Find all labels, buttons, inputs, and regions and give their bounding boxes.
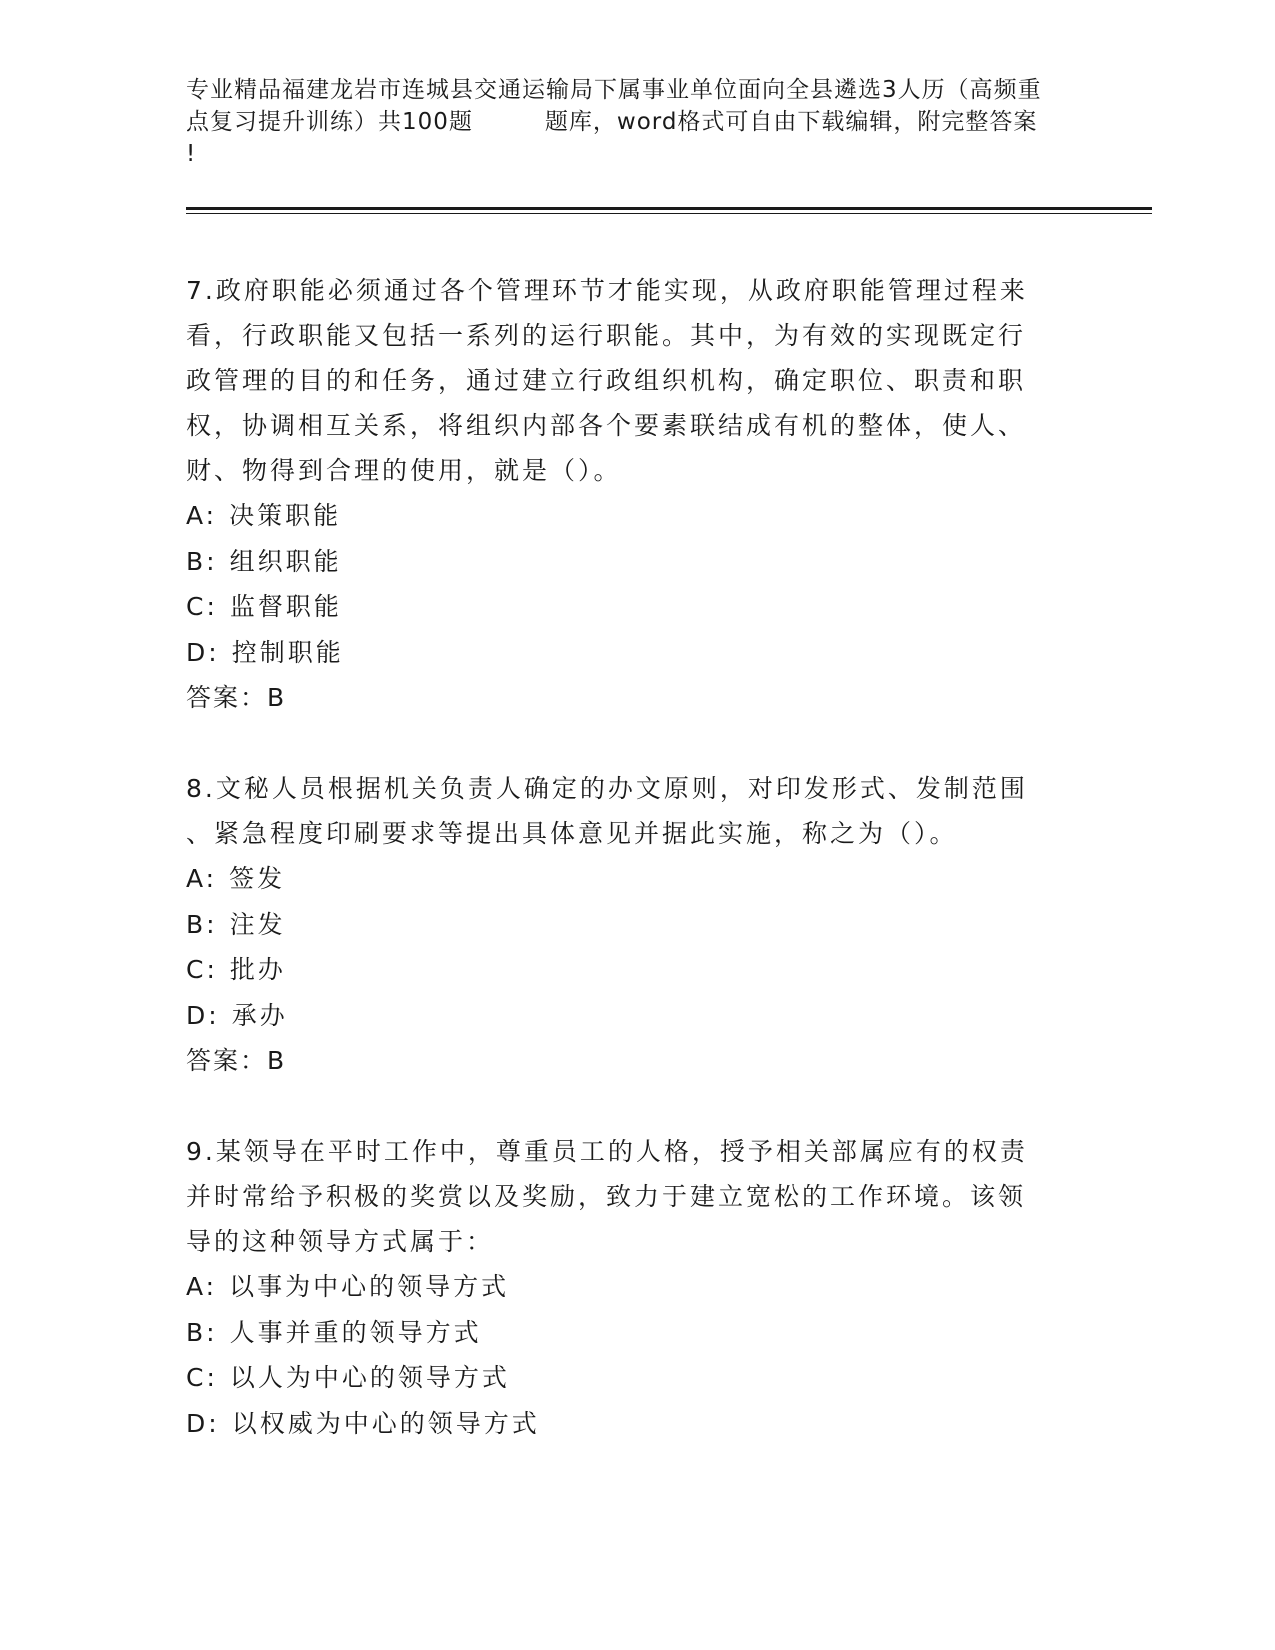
option-text: 决策职能 xyxy=(229,501,342,530)
option-text: 承办 xyxy=(231,1000,288,1030)
header-divider-thin xyxy=(186,213,1152,214)
question-list xyxy=(186,268,1086,1491)
option-a xyxy=(186,856,1086,902)
question-9 xyxy=(186,1129,1086,1446)
option-a xyxy=(186,1264,1086,1310)
option-key: B: xyxy=(186,1317,218,1347)
option-text: 人事并重的领导方式 xyxy=(229,1317,482,1347)
option-key: A: xyxy=(186,864,218,893)
question-8 xyxy=(186,766,1086,1084)
header-divider-thick xyxy=(186,207,1152,210)
option-text: 以事为中心的领导方式 xyxy=(229,1272,510,1301)
option-d xyxy=(186,993,1086,1039)
question-line: 权，协调相互关系，将组织内部各个要素联结成有机的整体，使人、 xyxy=(186,411,1027,440)
option-b xyxy=(186,539,1086,585)
question-line: 、紧急程度印刷要求等提出具体意见并据此实施，称之为（）。 xyxy=(186,819,958,848)
option-key: A: xyxy=(186,1272,218,1301)
question-text xyxy=(186,268,1086,493)
answer: 答案：B xyxy=(186,1046,287,1075)
option-c xyxy=(186,1355,1086,1401)
option-text: 以人为中心的领导方式 xyxy=(229,1363,510,1392)
option-c xyxy=(186,947,1086,993)
option-key: C: xyxy=(186,955,218,984)
option-c xyxy=(186,584,1086,630)
option-key: D: xyxy=(186,1000,220,1030)
question-7 xyxy=(186,268,1086,721)
option-key: C: xyxy=(186,1363,218,1392)
header-line: 专业精品福建龙岩市连城县交通运输局下属事业单位面向全县遴选3人历（高频重 xyxy=(186,77,1042,103)
option-b xyxy=(186,1310,1086,1356)
option-key: B: xyxy=(186,546,218,576)
option-key: B: xyxy=(186,909,218,939)
question-line: 8.文秘人员根据机关负责人确定的办文原则，对印发形式、发制范围 xyxy=(186,774,1028,803)
question-text xyxy=(186,766,1086,856)
header-line: 点复习提升训练）共100题 题库，word格式可自由下载编辑，附完整答案 xyxy=(186,109,1038,135)
question-line: 导的这种领导方式属于： xyxy=(186,1227,495,1256)
question-line: 财、物得到合理的使用，就是（）。 xyxy=(186,456,622,485)
option-text: 以权威为中心的领导方式 xyxy=(231,1408,540,1438)
answer: 答案：B xyxy=(186,683,287,712)
option-text: 组织职能 xyxy=(229,546,342,576)
option-key: A: xyxy=(186,501,218,530)
option-d xyxy=(186,1401,1086,1447)
document-header xyxy=(186,74,1086,170)
question-line: 政管理的目的和任务，通过建立行政组织机构，确定职位、职责和职 xyxy=(186,366,1027,395)
option-text: 注发 xyxy=(229,909,286,939)
option-text: 控制职能 xyxy=(231,637,344,667)
option-key: C: xyxy=(186,592,218,621)
question-line: 9.某领导在平时工作中，尊重员工的人格，授予相关部属应有的权责 xyxy=(186,1137,1028,1166)
option-key: D: xyxy=(186,637,220,667)
question-line: 并时常给予积极的奖赏以及奖励，致力于建立宽松的工作环境。该领 xyxy=(186,1182,1027,1211)
question-line: 看，行政职能又包括一系列的运行职能。其中，为有效的实现既定行 xyxy=(186,321,1027,350)
question-line: 7.政府职能必须通过各个管理环节才能实现，从政府职能管理过程来 xyxy=(186,276,1028,305)
option-a xyxy=(186,493,1086,539)
option-text: 签发 xyxy=(229,864,286,893)
option-text: 监督职能 xyxy=(229,592,342,621)
option-key: D: xyxy=(186,1408,220,1438)
question-text xyxy=(186,1129,1086,1264)
option-d xyxy=(186,630,1086,676)
option-b xyxy=(186,902,1086,948)
header-line: ! xyxy=(186,141,197,167)
option-text: 批办 xyxy=(229,955,286,984)
